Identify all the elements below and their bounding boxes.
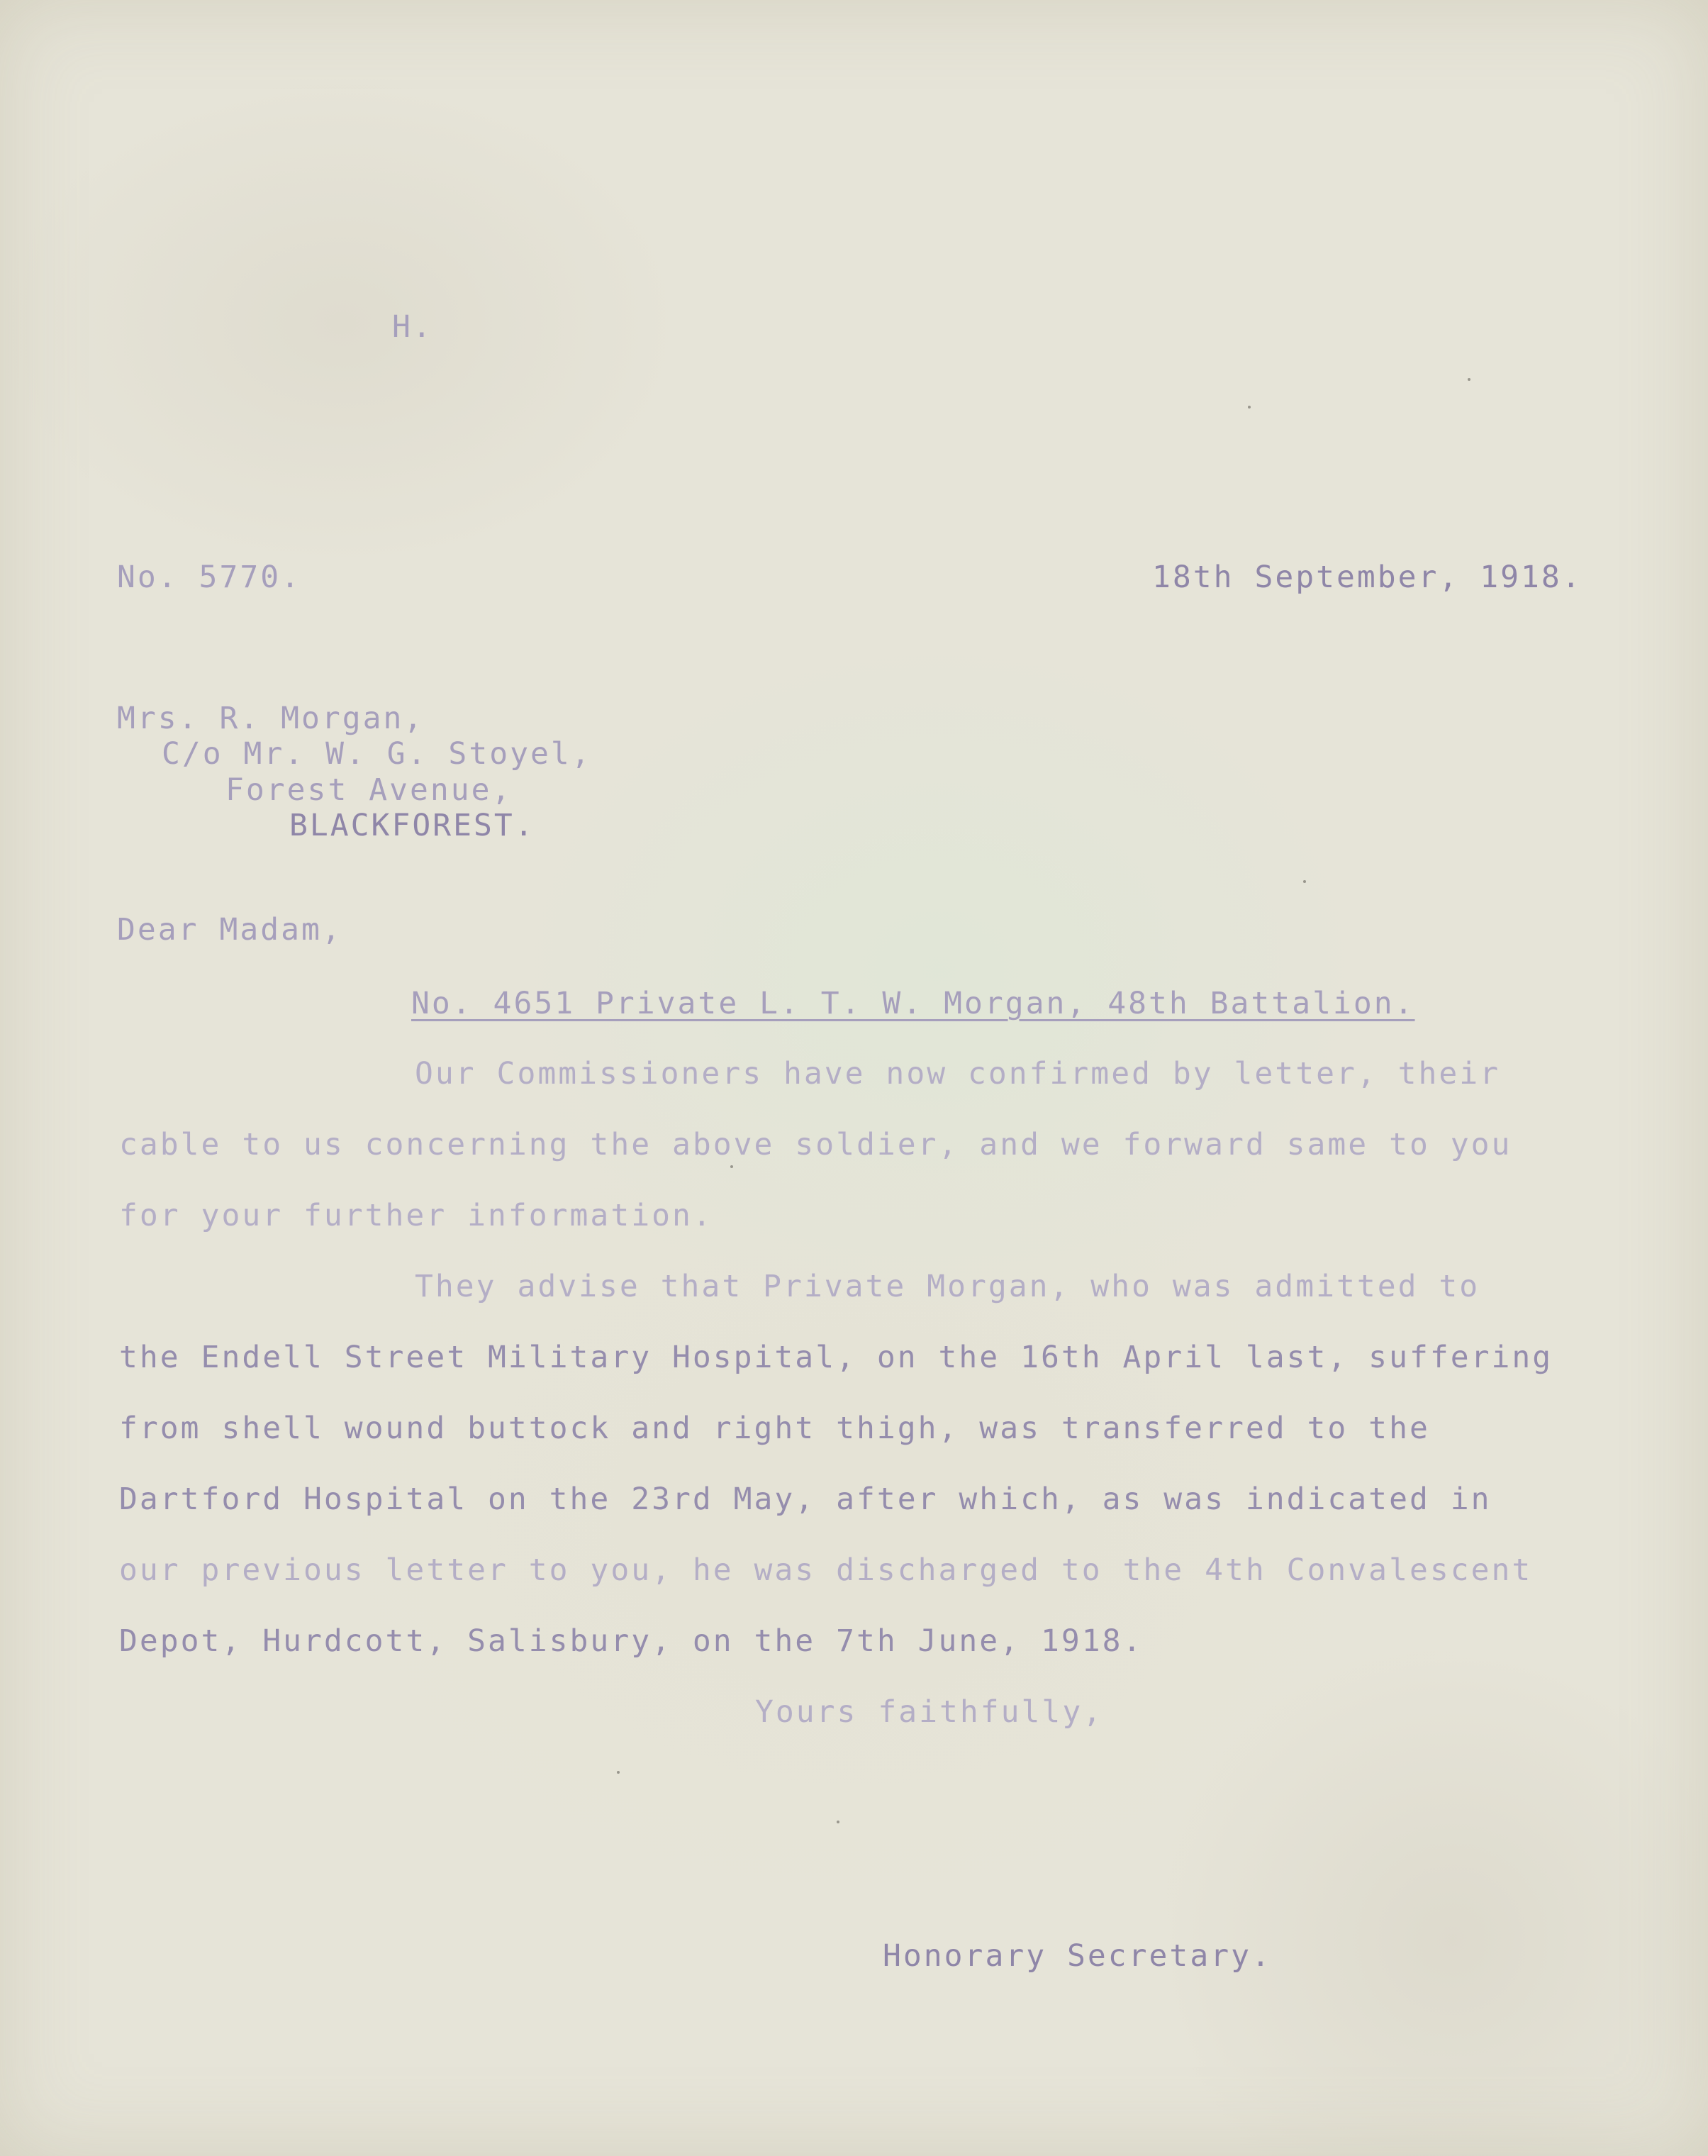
paragraph-2-line-1: They advise that Private Morgan, who was admitted to <box>415 1269 1480 1304</box>
paper-speck <box>1248 406 1251 409</box>
paragraph-2-line-6: Depot, Hurdcott, Salisbury, on the 7th June, 1918. <box>119 1623 1144 1659</box>
address-line-1: Mrs. R. Morgan, <box>117 701 425 736</box>
paper-speck <box>1468 378 1470 381</box>
paper-speck <box>837 1821 839 1823</box>
address-line-3: Forest Avenue, <box>225 772 513 808</box>
paragraph-2-line-4: Dartford Hospital on the 23rd May, after which, as was indicated in <box>119 1482 1492 1517</box>
paragraph-1-line-2: cable to us concerning the above soldier, and we forward same to you <box>119 1127 1512 1162</box>
file-mark: H. <box>392 309 433 345</box>
paragraph-2-line-5: our previous letter to you, he was discharged to the 4th Convalescent <box>119 1552 1533 1588</box>
paragraph-1-line-3: for your further information. <box>119 1198 713 1233</box>
address-line-2: C/o Mr. W. G. Stoyel, <box>162 736 592 772</box>
paper-speck <box>617 1771 620 1774</box>
salutation: Dear Madam, <box>117 912 342 948</box>
signatory: Honorary Secretary. <box>883 1938 1272 1974</box>
paper-speck <box>730 1165 733 1168</box>
address-line-4: BLACKFOREST. <box>289 808 535 843</box>
paragraph-1-line-1: Our Commissioners have now confirmed by letter, their <box>415 1056 1501 1091</box>
reference-number: No. 5770. <box>117 560 301 595</box>
paragraph-2-line-2: the Endell Street Military Hospital, on the 16th April last, suffering <box>119 1340 1553 1375</box>
letter-date: 18th September, 1918. <box>1152 560 1583 595</box>
paragraph-2-line-3: from shell wound buttock and right thigh, was transferred to the <box>119 1411 1430 1446</box>
closing: Yours faithfully, <box>755 1694 1104 1730</box>
subject-line: No. 4651 Private L. T. W. Morgan, 48th Battalion. <box>411 986 1415 1021</box>
paper-speck <box>1303 880 1306 883</box>
